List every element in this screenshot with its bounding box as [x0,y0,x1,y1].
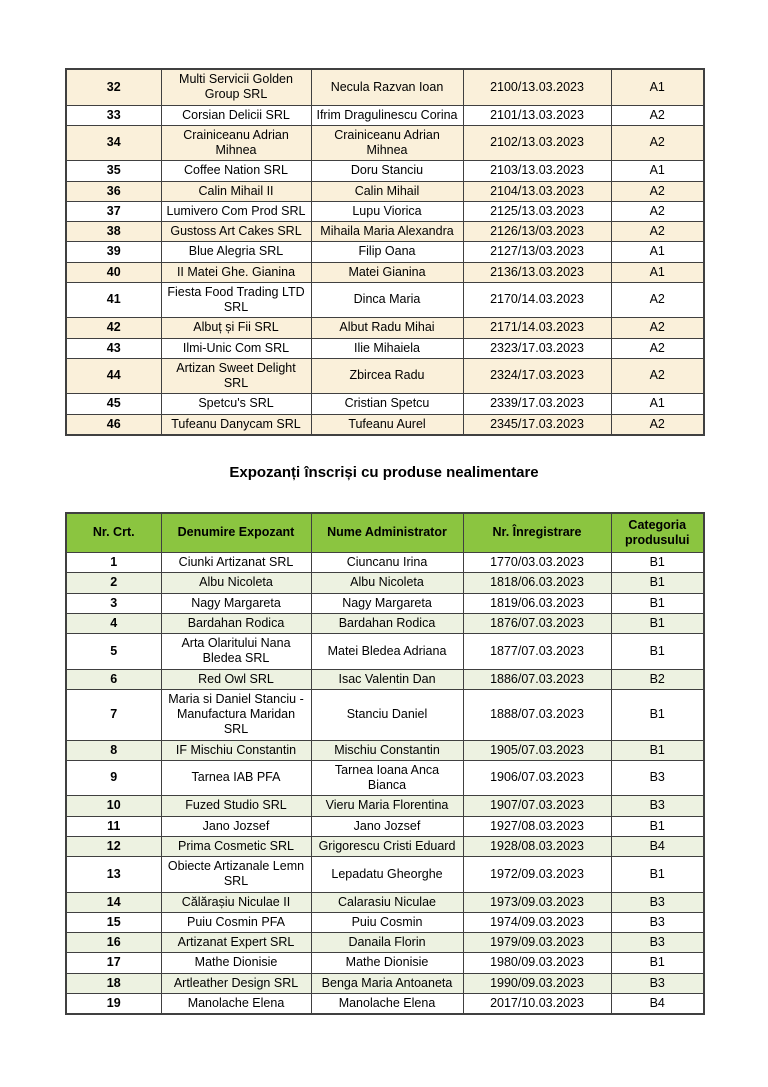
cell-inregistrare: 2324/17.03.2023 [463,358,611,394]
cell-categoria: A2 [611,125,704,161]
cell-expozant: Nagy Margareta [161,593,311,613]
cell-nr: 1 [66,553,161,573]
table-row [66,282,704,318]
cell-administrator: Doru Stanciu [311,161,463,181]
cell-nr: 46 [66,414,161,435]
cell-nr: 14 [66,892,161,912]
cell-categoria: B4 [611,836,704,856]
cell-nr: 35 [66,161,161,181]
cell-categoria: B1 [611,953,704,973]
cell-inregistrare: 1886/07.03.2023 [463,669,611,689]
cell-expozant: Artizanat Expert SRL [161,933,311,953]
cell-categoria: B4 [611,993,704,1014]
cell-expozant: Arta Olaritului Nana Bledea SRL [161,634,311,670]
cell-expozant: II Matei Ghe. Gianina [161,262,311,282]
food-exhibitors-table-body [66,69,704,435]
cell-categoria: B1 [611,634,704,670]
cell-nr: 4 [66,613,161,633]
cell-administrator: Albut Radu Mihai [311,318,463,338]
cell-categoria: B1 [611,857,704,893]
table-row [66,634,704,670]
cell-inregistrare: 2102/13.03.2023 [463,125,611,161]
cell-nr: 45 [66,394,161,414]
cell-expozant: Albu Nicoleta [161,573,311,593]
cell-inregistrare: 1876/07.03.2023 [463,613,611,633]
cell-categoria: B1 [611,689,704,740]
cell-administrator: Zbircea Radu [311,358,463,394]
table-row [66,689,704,740]
cell-expozant: Tarnea IAB PFA [161,760,311,796]
cell-categoria: B3 [611,760,704,796]
cell-administrator: Grigorescu Cristi Eduard [311,836,463,856]
column-header-inregistrare: Nr. Înregistrare [463,513,611,553]
column-header-expozant: Denumire Expozant [161,513,311,553]
cell-expozant: Fiesta Food Trading LTD SRL [161,282,311,318]
table-row [66,318,704,338]
section-heading-nonfood: Expozanți înscriși cu produse nealimentare [229,463,539,481]
cell-nr: 5 [66,634,161,670]
cell-inregistrare: 2136/13.03.2023 [463,262,611,282]
cell-categoria: B3 [611,933,704,953]
table-row [66,740,704,760]
cell-nr: 19 [66,993,161,1014]
cell-nr: 39 [66,242,161,262]
cell-inregistrare: 1877/07.03.2023 [463,634,611,670]
table-row [66,760,704,796]
cell-expozant: Călărașiu Niculae II [161,892,311,912]
cell-nr: 44 [66,358,161,394]
cell-nr: 40 [66,262,161,282]
cell-administrator: Mathe Dionisie [311,953,463,973]
table-row [66,796,704,816]
cell-nr: 34 [66,125,161,161]
table-row [66,125,704,161]
food-exhibitors-table-continued [65,68,705,436]
cell-inregistrare: 2170/14.03.2023 [463,282,611,318]
cell-inregistrare: 2101/13.03.2023 [463,105,611,125]
cell-expozant: Albuț și Fii SRL [161,318,311,338]
cell-nr: 36 [66,181,161,201]
cell-expozant: Jano Jozsef [161,816,311,836]
cell-categoria: A2 [611,222,704,242]
table-row [66,933,704,953]
cell-inregistrare: 2323/17.03.2023 [463,338,611,358]
cell-administrator: Mihaila Maria Alexandra [311,222,463,242]
cell-administrator: Vieru Maria Florentina [311,796,463,816]
cell-expozant: Mathe Dionisie [161,953,311,973]
table-row [66,181,704,201]
cell-expozant: Artizan Sweet Delight SRL [161,358,311,394]
cell-administrator: Albu Nicoleta [311,573,463,593]
cell-administrator: Cristian Spetcu [311,394,463,414]
cell-categoria: A2 [611,105,704,125]
cell-expozant: Spetcu's SRL [161,394,311,414]
cell-administrator: Manolache Elena [311,993,463,1014]
table-row [66,201,704,221]
cell-expozant: IF Mischiu Constantin [161,740,311,760]
cell-administrator: Mischiu Constantin [311,740,463,760]
table-row [66,414,704,435]
cell-expozant: Corsian Delicii SRL [161,105,311,125]
cell-nr: 33 [66,105,161,125]
cell-expozant: Multi Servicii Golden Group SRL [161,69,311,105]
cell-inregistrare: 2104/13.03.2023 [463,181,611,201]
table-row [66,613,704,633]
cell-categoria: B1 [611,593,704,613]
table-row [66,242,704,262]
cell-categoria: B2 [611,669,704,689]
table-row [66,973,704,993]
cell-categoria: B1 [611,613,704,633]
nonfood-exhibitors-table-body [66,553,704,1015]
cell-administrator: Calin Mihail [311,181,463,201]
cell-inregistrare: 2103/13.03.2023 [463,161,611,181]
cell-inregistrare: 1979/09.03.2023 [463,933,611,953]
cell-nr: 2 [66,573,161,593]
table-row [66,553,704,573]
cell-categoria: B1 [611,553,704,573]
cell-categoria: A2 [611,318,704,338]
table-row [66,892,704,912]
cell-inregistrare: 2017/10.03.2023 [463,993,611,1014]
cell-inregistrare: 2171/14.03.2023 [463,318,611,338]
cell-expozant: Crainiceanu Adrian Mihnea [161,125,311,161]
cell-administrator: Matei Gianina [311,262,463,282]
cell-nr: 17 [66,953,161,973]
cell-categoria: A2 [611,358,704,394]
cell-administrator: Benga Maria Antoaneta [311,973,463,993]
cell-nr: 15 [66,912,161,932]
cell-nr: 32 [66,69,161,105]
cell-expozant: Prima Cosmetic SRL [161,836,311,856]
cell-expozant: Bardahan Rodica [161,613,311,633]
cell-categoria: A2 [611,181,704,201]
cell-expozant: Ciunki Artizanat SRL [161,553,311,573]
cell-inregistrare: 1888/07.03.2023 [463,689,611,740]
cell-nr: 8 [66,740,161,760]
cell-expozant: Coffee Nation SRL [161,161,311,181]
cell-expozant: Lumivero Com Prod SRL [161,201,311,221]
table-row [66,262,704,282]
cell-administrator: Ilie Mihaiela [311,338,463,358]
cell-inregistrare: 1819/06.03.2023 [463,593,611,613]
cell-categoria: B1 [611,573,704,593]
cell-expozant: Fuzed Studio SRL [161,796,311,816]
cell-categoria: B3 [611,892,704,912]
cell-categoria: A2 [611,338,704,358]
cell-inregistrare: 2345/17.03.2023 [463,414,611,435]
table-row [66,857,704,893]
cell-expozant: Gustoss Art Cakes SRL [161,222,311,242]
table-row [66,836,704,856]
cell-expozant: Puiu Cosmin PFA [161,912,311,932]
table-row [66,105,704,125]
cell-categoria: A1 [611,262,704,282]
cell-nr: 38 [66,222,161,242]
cell-nr: 9 [66,760,161,796]
cell-administrator: Dinca Maria [311,282,463,318]
cell-administrator: Necula Razvan Ioan [311,69,463,105]
table-row [66,669,704,689]
table-header-row [66,513,704,553]
cell-nr: 13 [66,857,161,893]
table-row [66,573,704,593]
column-header-categoria: Categoria produsului [611,513,704,553]
cell-inregistrare: 1973/09.03.2023 [463,892,611,912]
cell-administrator: Matei Bledea Adriana [311,634,463,670]
column-header-administrator: Nume Administrator [311,513,463,553]
cell-inregistrare: 1990/09.03.2023 [463,973,611,993]
table-row [66,69,704,105]
cell-inregistrare: 1818/06.03.2023 [463,573,611,593]
cell-nr: 10 [66,796,161,816]
cell-categoria: B1 [611,740,704,760]
cell-inregistrare: 2127/13/03.2023 [463,242,611,262]
cell-administrator: Ciuncanu Irina [311,553,463,573]
cell-inregistrare: 1907/07.03.2023 [463,796,611,816]
cell-categoria: A1 [611,394,704,414]
cell-inregistrare: 1770/03.03.2023 [463,553,611,573]
cell-categoria: A1 [611,69,704,105]
cell-administrator: Puiu Cosmin [311,912,463,932]
column-header-nr: Nr. Crt. [66,513,161,553]
cell-expozant: Ilmi-Unic Com SRL [161,338,311,358]
cell-categoria: A2 [611,282,704,318]
table-row [66,912,704,932]
cell-inregistrare: 1905/07.03.2023 [463,740,611,760]
cell-administrator: Stanciu Daniel [311,689,463,740]
cell-administrator: Lepadatu Gheorghe [311,857,463,893]
cell-expozant: Calin Mihail II [161,181,311,201]
table-row [66,358,704,394]
cell-expozant: Obiecte Artizanale Lemn SRL [161,857,311,893]
cell-nr: 6 [66,669,161,689]
cell-nr: 7 [66,689,161,740]
cell-nr: 16 [66,933,161,953]
cell-administrator: Tarnea Ioana Anca Bianca [311,760,463,796]
cell-nr: 43 [66,338,161,358]
cell-administrator: Danaila Florin [311,933,463,953]
cell-inregistrare: 1927/08.03.2023 [463,816,611,836]
cell-administrator: Jano Jozsef [311,816,463,836]
cell-categoria: B3 [611,973,704,993]
cell-inregistrare: 1928/08.03.2023 [463,836,611,856]
cell-categoria: B3 [611,912,704,932]
cell-nr: 18 [66,973,161,993]
cell-nr: 3 [66,593,161,613]
cell-nr: 42 [66,318,161,338]
cell-administrator: Nagy Margareta [311,593,463,613]
table-row [66,593,704,613]
cell-inregistrare: 1980/09.03.2023 [463,953,611,973]
table-row [66,338,704,358]
cell-categoria: A1 [611,242,704,262]
table-row [66,161,704,181]
cell-categoria: A1 [611,161,704,181]
table-row [66,993,704,1014]
cell-inregistrare: 1906/07.03.2023 [463,760,611,796]
cell-administrator: Ifrim Dragulinescu Corina [311,105,463,125]
table-row [66,816,704,836]
cell-categoria: A2 [611,201,704,221]
cell-administrator: Crainiceanu Adrian Mihnea [311,125,463,161]
cell-inregistrare: 2125/13.03.2023 [463,201,611,221]
cell-expozant: Maria si Daniel Stanciu - Manufactura Maridan SRL [161,689,311,740]
cell-expozant: Red Owl SRL [161,669,311,689]
cell-nr: 37 [66,201,161,221]
cell-administrator: Calarasiu Niculae [311,892,463,912]
cell-expozant: Blue Alegria SRL [161,242,311,262]
cell-expozant: Manolache Elena [161,993,311,1014]
cell-administrator: Isac Valentin Dan [311,669,463,689]
cell-inregistrare: 2100/13.03.2023 [463,69,611,105]
cell-nr: 12 [66,836,161,856]
cell-inregistrare: 1972/09.03.2023 [463,857,611,893]
cell-inregistrare: 2339/17.03.2023 [463,394,611,414]
cell-administrator: Tufeanu Aurel [311,414,463,435]
table-row [66,222,704,242]
cell-categoria: B1 [611,816,704,836]
cell-categoria: B3 [611,796,704,816]
cell-administrator: Filip Oana [311,242,463,262]
cell-nr: 41 [66,282,161,318]
cell-administrator: Lupu Viorica [311,201,463,221]
cell-inregistrare: 2126/13/03.2023 [463,222,611,242]
cell-administrator: Bardahan Rodica [311,613,463,633]
table-row [66,953,704,973]
cell-categoria: A2 [611,414,704,435]
cell-expozant: Tufeanu Danycam SRL [161,414,311,435]
cell-inregistrare: 1974/09.03.2023 [463,912,611,932]
cell-nr: 11 [66,816,161,836]
cell-expozant: Artleather Design SRL [161,973,311,993]
nonfood-exhibitors-table [65,512,705,1016]
table-row [66,394,704,414]
